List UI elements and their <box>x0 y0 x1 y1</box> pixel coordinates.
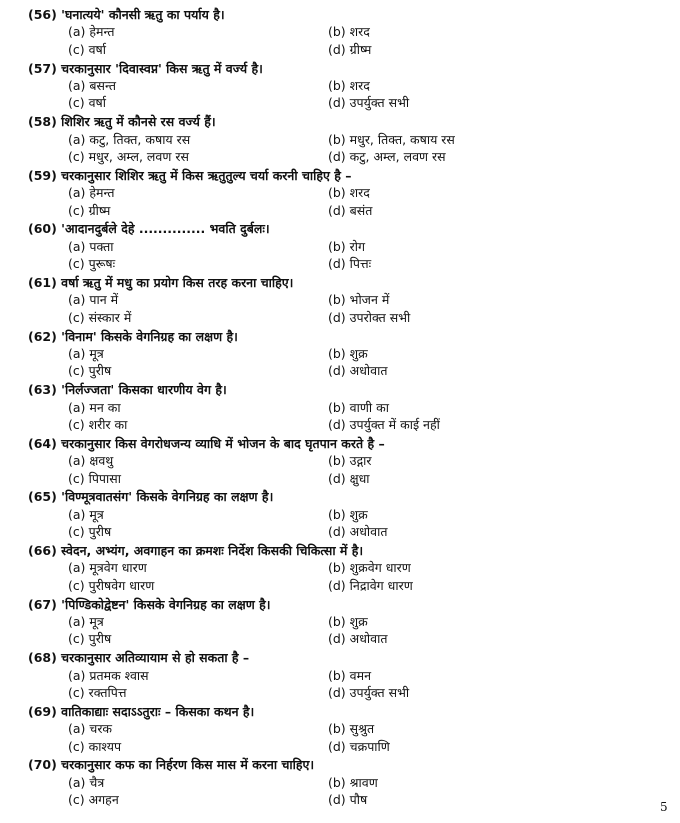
answer-option: (c) काश्यप <box>68 738 122 754</box>
answer-option: (b) उद्गार <box>328 453 372 469</box>
answer-option: (a) क्षवथु <box>68 453 114 469</box>
answer-option: (a) मन का <box>68 399 121 415</box>
answer-option: (d) उपरोक्त सभी <box>328 309 411 325</box>
option-grid <box>28 184 648 219</box>
answer-option: (c) मधुर, अम्ल, लवण रस <box>68 148 189 164</box>
question-list <box>28 6 648 810</box>
answer-option: (d) चक्रपाणि <box>328 738 390 754</box>
answer-option: (c) अगहन <box>68 792 119 808</box>
option-grid <box>28 774 648 809</box>
answer-option: (d) पित्तः <box>328 256 372 272</box>
question-block <box>28 381 648 435</box>
question-block <box>28 167 648 221</box>
question-block <box>28 703 648 757</box>
answer-option: (d) उपर्युक्त सभी <box>328 95 410 111</box>
option-grid <box>28 399 648 434</box>
answer-option: (b) शुक्र <box>328 613 368 629</box>
option-grid <box>28 667 648 702</box>
question-block <box>28 274 648 328</box>
option-grid <box>28 559 648 594</box>
answer-option: (c) वर्षा <box>68 95 107 111</box>
question-block <box>28 113 648 167</box>
question-block <box>28 6 648 60</box>
answer-option: (d) उपर्युक्त में काई नहीं <box>328 416 440 432</box>
option-grid <box>28 345 648 380</box>
answer-option: (c) पुरीष <box>68 631 112 647</box>
question-block <box>28 542 648 596</box>
answer-option: (b) शुक्र <box>328 345 368 361</box>
question-block <box>28 596 648 650</box>
option-grid <box>28 23 648 58</box>
answer-option: (c) पुरीष <box>68 524 112 540</box>
answer-option: (a) चरक <box>68 721 113 737</box>
answer-option: (a) प्रतमक श्वास <box>68 667 149 683</box>
answer-option: (d) उपर्युक्त सभी <box>328 684 410 700</box>
answer-option: (b) मधुर, तिक्त, कषाय रस <box>328 131 455 147</box>
question-stem: (61) वर्षा ऋतु में मधु का प्रयोग किस तरह करना चाहिए। <box>28 274 294 290</box>
answer-option: (c) शरीर का <box>68 416 128 432</box>
option-grid <box>28 506 648 541</box>
answer-option: (c) संस्कार में <box>68 309 132 325</box>
answer-option: (d) अधोवात <box>328 524 388 540</box>
answer-option: (d) ग्रीष्म <box>328 41 372 57</box>
answer-option: (d) बसंत <box>328 202 373 218</box>
answer-option: (b) सुश्रुत <box>328 721 375 737</box>
answer-option: (a) बसन्त <box>68 77 116 93</box>
question-stem: (70) चरकानुसार कफ का निर्हरण किस मास में करना चाहिए। <box>28 757 315 773</box>
question-stem: (60) 'आदानदुर्बले देहे .............. भवति दुर्बलः। <box>28 221 270 237</box>
option-grid <box>28 720 648 755</box>
answer-option: (b) शरद <box>328 185 370 201</box>
option-grid <box>28 77 648 112</box>
answer-option: (b) वाणी का <box>328 399 389 415</box>
answer-option: (a) मूत्र <box>68 506 104 522</box>
question-stem: (66) स्वेदन, अभ्यंग, अवगाहन का क्रमशः निर्देश किसकी चिकित्सा में है। <box>28 542 364 558</box>
question-stem: (69) वातिकाद्याः सदाऽऽतुराः – किसका कथन है। <box>28 703 255 719</box>
answer-option: (a) पान में <box>68 292 119 308</box>
question-block <box>28 649 648 703</box>
question-stem: (62) 'विनाम' किसके वेगनिग्रह का लक्षण है। <box>28 328 238 344</box>
answer-option: (a) पक्ता <box>68 238 114 254</box>
question-block <box>28 435 648 489</box>
question-stem: (63) 'निर्लज्जता' किसका धारणीय वेग है। <box>28 382 227 398</box>
answer-option: (c) रक्तपित्त <box>68 684 127 700</box>
option-grid <box>28 238 648 273</box>
answer-option: (c) पुरूषः <box>68 256 116 272</box>
question-stem: (59) चरकानुसार शिशिर ऋतु में किस ऋतुतुल्य चर्या करनी चाहिए है – <box>28 167 352 183</box>
question-stem: (56) 'घनात्यये' कौनसी ऋतु का पर्याय है। <box>28 7 225 22</box>
answer-option: (d) कटु, अम्ल, लवण रस <box>328 148 446 164</box>
answer-option: (c) पिपासा <box>68 470 121 486</box>
question-stem: (65) 'विण्मूत्रवातसंग' किसके वेगनिग्रह का लक्षण है। <box>28 489 274 505</box>
question-stem: (64) चरकानुसार किस वेगरोधजन्य व्याधि में भोजन के बाद घृतपान करते है – <box>28 435 385 451</box>
answer-option: (b) भोजन में <box>328 292 390 308</box>
answer-option: (a) मूत्रवेग धारण <box>68 560 147 576</box>
option-grid <box>28 452 648 487</box>
answer-option: (c) ग्रीष्म <box>68 202 111 218</box>
answer-option: (a) चैत्र <box>68 774 105 790</box>
answer-option: (b) शुक्र <box>328 506 368 522</box>
answer-option: (d) अधोवात <box>328 631 388 647</box>
answer-option: (c) पुरीष <box>68 363 112 379</box>
question-block <box>28 488 648 542</box>
question-block <box>28 756 648 810</box>
answer-option: (a) कटु, तिक्त, कषाय रस <box>68 131 191 147</box>
answer-option: (d) क्षुधा <box>328 470 370 486</box>
answer-option: (b) शुक्रवेग धारण <box>328 560 411 576</box>
page-number: 5 <box>660 800 668 814</box>
question-block <box>28 220 648 274</box>
option-grid <box>28 131 648 166</box>
option-grid <box>28 613 648 648</box>
answer-option: (a) हेमन्त <box>68 24 115 40</box>
answer-option: (b) वमन <box>328 667 372 683</box>
question-stem: (58) शिशिर ऋतु में कौनसे रस वर्ज्य हैं। <box>28 114 216 130</box>
answer-option: (b) श्रावण <box>328 774 378 790</box>
answer-option: (a) मूत्र <box>68 613 104 629</box>
question-block <box>28 60 648 114</box>
option-grid <box>28 291 648 326</box>
question-block <box>28 328 648 382</box>
answer-option: (d) पौष <box>328 792 368 808</box>
answer-option: (d) निद्रावेग धारण <box>328 577 413 593</box>
answer-option: (c) पुरीषवेग धारण <box>68 577 155 593</box>
answer-option: (b) रोग <box>328 238 366 254</box>
answer-option: (d) अधोवात <box>328 363 388 379</box>
question-stem: (68) चरकानुसार अतिव्यायाम से हो सकता है – <box>28 650 250 666</box>
question-stem: (57) चरकानुसार 'दिवास्वप्न' किस ऋतु में वर्ज्य है। <box>28 60 263 76</box>
answer-option: (b) शरद <box>328 24 370 40</box>
answer-option: (c) वर्षा <box>68 41 107 57</box>
answer-option: (a) हेमन्त <box>68 185 115 201</box>
answer-option: (b) शरद <box>328 77 370 93</box>
answer-option: (a) मूत्र <box>68 345 104 361</box>
question-stem: (67) 'पिण्डिकोद्वेष्टन' किसके वेगनिग्रह का लक्षण है। <box>28 596 271 612</box>
